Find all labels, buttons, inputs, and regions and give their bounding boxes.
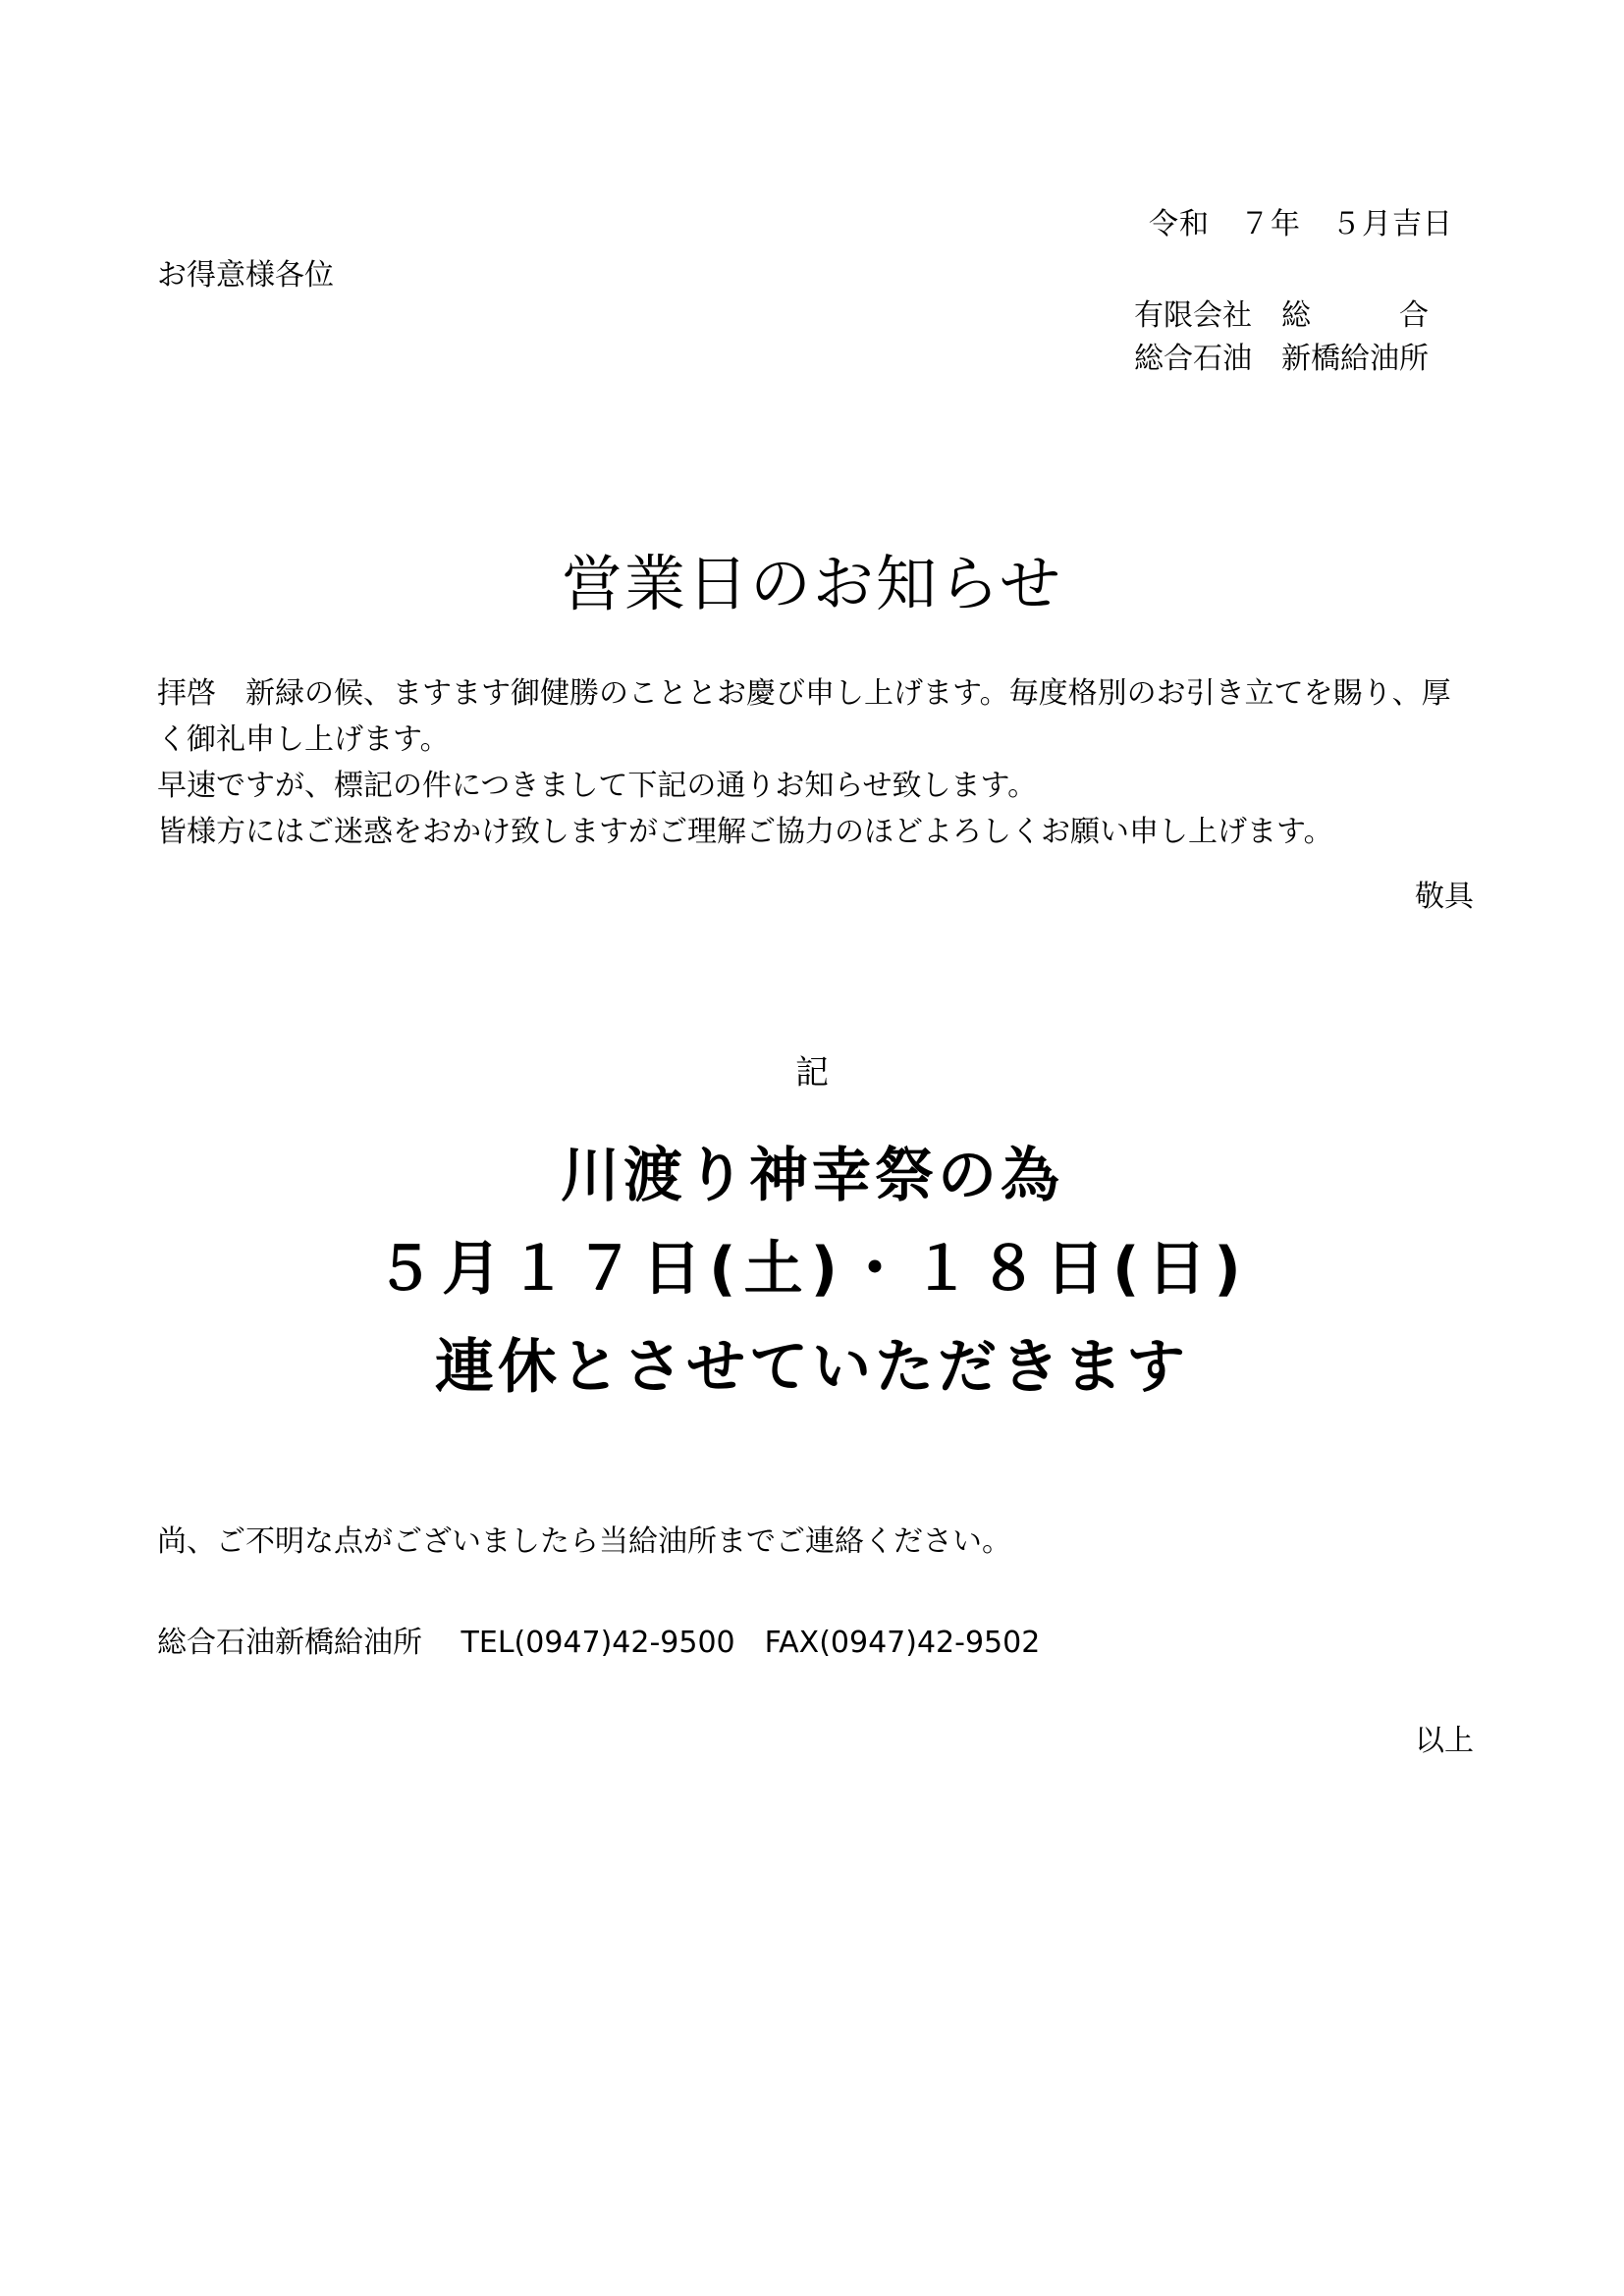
end-mark: 以上 [1415,1724,1474,1758]
sender-block [1134,294,1429,381]
greeting-paragraph: 拝啓 新緑の候、ますます御健勝のこととお慶び申し上げます。毎度格別のお引き立てを賜り、厚く御礼申し上げます。 [157,676,1451,757]
contact-info: 総合石油新橋給油所 TEL(0947)42-9500 FAX(0947)42-9502 [157,1626,1041,1660]
apology-paragraph: 皆様方にはご迷惑をおかけ致しますがご理解ご協力のほどよろしくお願い申し上げます。 [157,815,1333,849]
record-mark: 記 [795,1053,829,1093]
announcement-reason: 川渡り神幸祭の為 [561,1142,1063,1210]
sender-company: 有限会社 総 合 [1134,298,1429,333]
body-text [157,670,1473,855]
sender-station: 総合石油 新橋給油所 [1134,342,1429,376]
announcement-closure: 連休とさせていただきます [435,1333,1189,1402]
announcement-dates: ５月１７日(土)・１８日(日) [375,1235,1249,1304]
purpose-paragraph: 早速ですが、標記の件につきまして下記の通りお知らせ致します。 [157,769,1038,803]
closing-keigu: 敬具 [1415,880,1474,914]
issue-date: 令和 ７年 ５月吉日 [1149,207,1453,241]
addressee: お得意様各位 [157,258,334,293]
contact-note: 尚、ご不明な点がございましたら当給油所までご連絡ください。 [157,1524,1011,1559]
page-title: 営業日のお知らせ [561,548,1063,619]
